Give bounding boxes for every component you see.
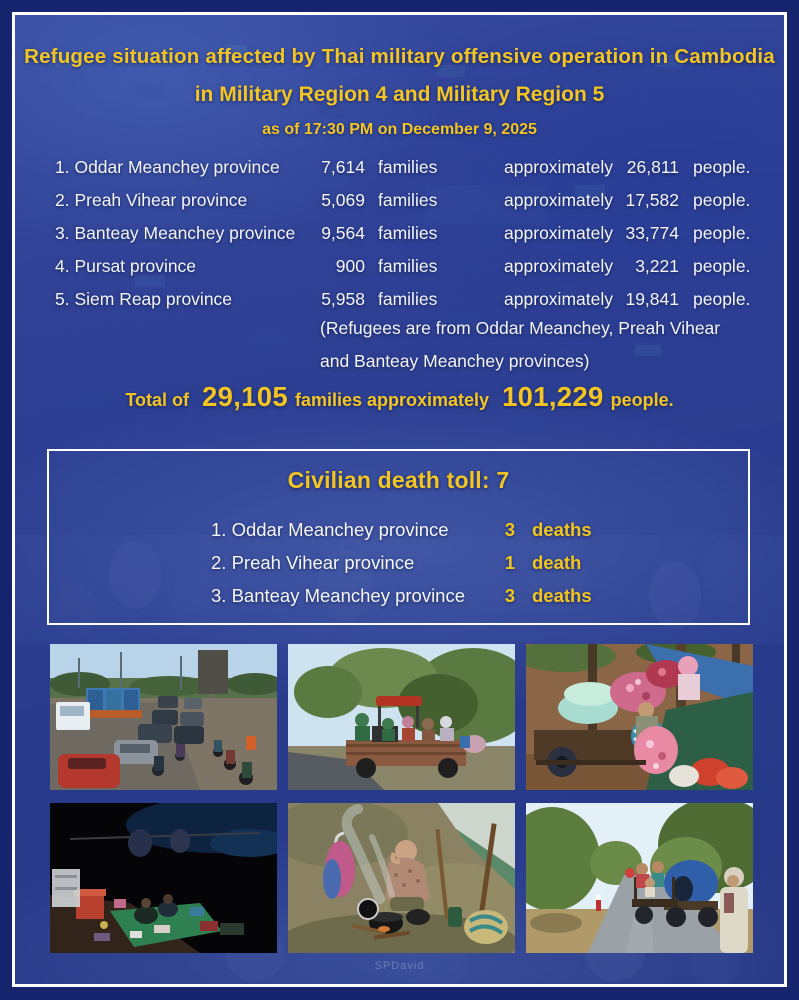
- death-province-label: 3. Banteay Meanchey province: [211, 585, 466, 606]
- death-count: 3: [504, 585, 515, 606]
- death-province-label: 1. Oddar Meanchey province: [211, 519, 449, 540]
- approximately-word: approximately: [504, 289, 613, 309]
- death-toll-heading: Civilian death toll: 7: [287, 467, 510, 493]
- province-label: 5. Siem Reap province: [55, 289, 233, 309]
- total-summary: [15, 381, 784, 413]
- death-toll-box: [47, 449, 750, 625]
- families-word: families: [378, 289, 438, 309]
- total-people-value: 101,229: [502, 381, 604, 412]
- approximately-word: approximately: [504, 256, 613, 276]
- refugee-row: [55, 217, 767, 250]
- death-count: 3: [504, 519, 515, 540]
- total-mid: families approximately: [294, 390, 490, 410]
- photo-cooking-fire: [288, 803, 515, 953]
- people-word: people.: [693, 256, 751, 276]
- people-word: people.: [693, 157, 751, 177]
- families-count: 5,069: [321, 190, 365, 210]
- approximately-word: approximately: [504, 190, 613, 210]
- families-word: families: [378, 256, 438, 276]
- families-word: families: [378, 157, 438, 177]
- people-count: 19,841: [625, 289, 679, 309]
- refugee-row: [55, 184, 767, 217]
- death-unit: deaths: [532, 585, 592, 606]
- photo-road-cart: [526, 803, 753, 953]
- refugee-row: [55, 151, 767, 184]
- people-word: people.: [693, 190, 751, 210]
- poster-title-line1: Refugee situation affected by Thai military offensive operation in Cambodia: [24, 45, 775, 68]
- death-toll-item: [49, 513, 748, 546]
- people-count: 17,582: [625, 190, 679, 210]
- people-count: 26,811: [626, 157, 679, 177]
- watermark-text: SPDavid: [374, 960, 425, 972]
- refugee-row: [55, 283, 767, 316]
- total-tail: people.: [610, 390, 674, 410]
- poster-title-line2: in Military Region 4 and Military Region 5: [194, 83, 605, 106]
- people-word: people.: [693, 289, 751, 309]
- photo-traffic-jam: [50, 644, 277, 790]
- death-province-label: 2. Preah Vihear province: [211, 552, 415, 573]
- province-label: 3. Banteay Meanchey province: [55, 223, 296, 243]
- families-count: 7,614: [321, 157, 365, 177]
- people-count: 33,774: [625, 223, 679, 243]
- families-count: 5,958: [321, 289, 365, 309]
- families-word: families: [378, 223, 438, 243]
- province-label: 2. Preah Vihear province: [55, 190, 248, 210]
- as-of-timestamp: as of 17:30 PM on December 9, 2025: [262, 121, 537, 138]
- total-families-value: 29,105: [202, 381, 288, 412]
- photo-tractor-refugees: [288, 644, 515, 790]
- photo-cart-belongings: [526, 644, 753, 790]
- families-count: 9,564: [321, 223, 365, 243]
- families-word: families: [378, 190, 438, 210]
- total-lead: Total of: [125, 390, 190, 410]
- death-toll-item: [49, 546, 748, 579]
- families-count: 900: [335, 256, 365, 276]
- refugee-row: [55, 250, 767, 283]
- death-toll-item: [49, 579, 748, 612]
- death-unit: deaths: [532, 519, 592, 540]
- photo-night-camp: [50, 803, 277, 953]
- province-label: 1. Oddar Meanchey province: [55, 157, 280, 177]
- approximately-word: approximately: [504, 157, 613, 177]
- death-unit: death: [532, 552, 582, 573]
- refugee-statistics-list: [55, 151, 767, 316]
- refugee-origin-note-line1: (Refugees are from Oddar Meanchey, Preah Vihear: [320, 318, 721, 338]
- people-count: 3,221: [635, 256, 679, 276]
- refugee-origin-note-line2: and Banteay Meanchey provinces): [320, 351, 590, 371]
- poster-content: [15, 15, 784, 985]
- approximately-word: approximately: [504, 223, 613, 243]
- province-label: 4. Pursat province: [55, 256, 197, 276]
- people-word: people.: [693, 223, 751, 243]
- death-count: 1: [504, 552, 515, 573]
